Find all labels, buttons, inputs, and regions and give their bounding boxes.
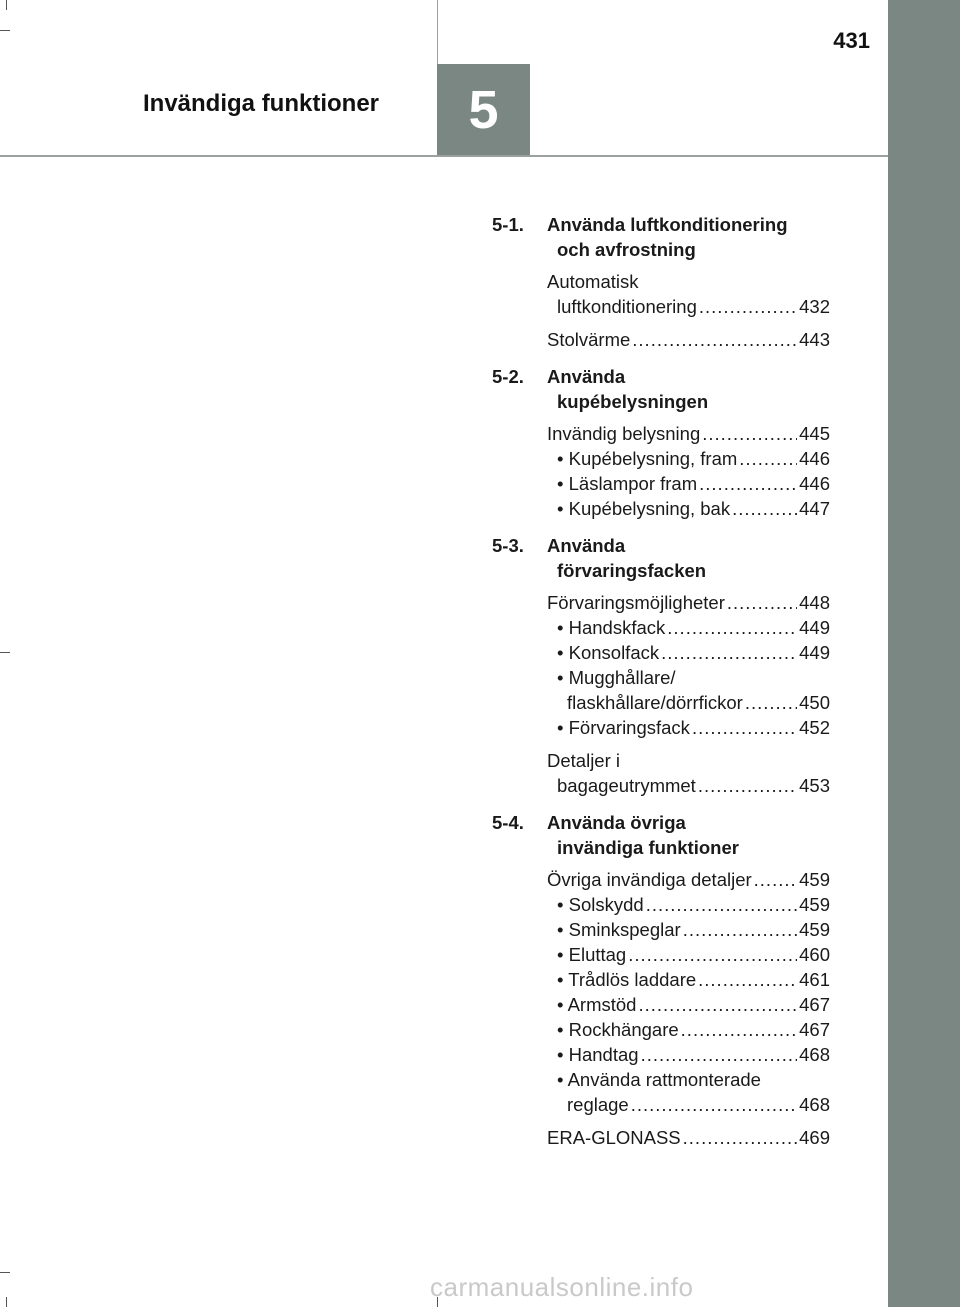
toc-entry[interactable] — [557, 471, 830, 496]
toc-page-number: 449 — [799, 642, 830, 663]
toc-entry-label: flaskhållare/dörrfickor — [567, 692, 743, 713]
toc-entry[interactable] — [547, 867, 830, 892]
toc-page-number: 459 — [799, 894, 830, 915]
section-heading — [492, 810, 830, 860]
leader-dots — [699, 471, 797, 496]
spacer — [492, 521, 830, 533]
toc-page-number: 447 — [799, 498, 830, 519]
toc-entry-label: Stolvärme — [547, 329, 631, 350]
toc-entry[interactable] — [557, 967, 830, 992]
toc-entry[interactable] — [557, 496, 830, 521]
toc-entry[interactable] — [547, 421, 830, 446]
leader-dots — [754, 867, 797, 892]
toc-entry-label: • Kupébelysning, bak — [557, 498, 731, 519]
toc-page-number: 469 — [799, 1127, 830, 1148]
toc-entry-label: • Rockhängare — [557, 1019, 679, 1040]
toc-entry[interactable] — [547, 1125, 830, 1150]
toc-entry-label: bagageutrymmet — [557, 775, 696, 796]
leader-dots — [698, 967, 797, 992]
chapter-number: 5 — [468, 80, 499, 140]
chapter-number-box — [437, 64, 530, 156]
spacer — [492, 1150, 830, 1162]
toc-entry[interactable] — [557, 942, 830, 967]
section-title — [547, 212, 830, 262]
section-title — [547, 810, 830, 860]
spacer — [492, 798, 830, 810]
header-divider — [437, 0, 438, 64]
toc-entry-label: Förvaringsmöjligheter — [547, 592, 725, 613]
toc-page-number: 445 — [799, 423, 830, 444]
toc-entry-line1[interactable]: Detaljer i — [547, 750, 620, 771]
toc-entry[interactable] — [557, 992, 830, 1017]
toc-entry-label: Invändig belysning — [547, 423, 701, 444]
toc-page-number: 460 — [799, 944, 830, 965]
section-title-line2: och avfrostning — [557, 239, 696, 260]
chapter-title: Invändiga funktioner — [143, 90, 380, 117]
leader-dots — [631, 1092, 797, 1117]
toc-page-number: 432 — [799, 296, 830, 317]
toc-page-number: 468 — [799, 1094, 830, 1115]
leader-dots — [638, 992, 797, 1017]
toc-page-number: 453 — [799, 775, 830, 796]
toc-entry[interactable] — [557, 892, 830, 917]
table-of-contents — [492, 212, 830, 1162]
spacer — [492, 740, 830, 748]
toc-page-number: 449 — [799, 617, 830, 638]
crop-mark — [6, 0, 7, 10]
toc-entry[interactable] — [547, 773, 830, 798]
leader-dots — [698, 773, 797, 798]
toc-entry[interactable] — [557, 615, 830, 640]
toc-entry-line1[interactable]: • Mugghållare/ — [557, 667, 676, 688]
toc-entry[interactable] — [557, 917, 830, 942]
section-title-line1: Använda — [547, 366, 626, 387]
toc-page-number: 461 — [799, 969, 830, 990]
chapter-side-tab — [888, 0, 960, 1307]
spacer — [492, 352, 830, 364]
leader-dots — [732, 496, 797, 521]
toc-page-number: 459 — [799, 919, 830, 940]
leader-dots — [661, 640, 797, 665]
toc-entry-label: • Solskydd — [557, 894, 644, 915]
toc-page-number: 459 — [799, 869, 830, 890]
toc-entry-label: • Eluttag — [557, 944, 627, 965]
toc-entry-label: • Handtag — [557, 1044, 639, 1065]
leader-dots — [646, 892, 797, 917]
section-title-line2: invändiga funktioner — [557, 837, 739, 858]
section-number: 5-2. — [492, 366, 524, 387]
toc-entry[interactable] — [557, 690, 830, 715]
toc-entry[interactable] — [557, 1042, 830, 1067]
leader-dots — [699, 294, 797, 319]
leader-dots — [727, 590, 797, 615]
leader-dots — [681, 1017, 797, 1042]
toc-entry[interactable] — [547, 327, 830, 352]
toc-entry[interactable] — [557, 1017, 830, 1042]
toc-page-number: 452 — [799, 717, 830, 738]
toc-entry-line1[interactable]: • Använda rattmonterade — [557, 1069, 761, 1090]
toc-entry[interactable] — [557, 715, 830, 740]
section-title-line2: förvaringsfacken — [557, 560, 707, 581]
section-title-line1: Använda — [547, 535, 626, 556]
section-heading — [492, 212, 830, 262]
section-heading — [492, 364, 830, 414]
toc-entry-label: • Armstöd — [557, 994, 637, 1015]
toc-entry[interactable] — [557, 1092, 830, 1117]
toc-entry[interactable] — [557, 640, 830, 665]
toc-entry-label: Övriga invändiga detaljer — [547, 869, 752, 890]
leader-dots — [745, 690, 797, 715]
header-rule — [0, 155, 888, 157]
toc-entry-label: ERA-GLONASS — [547, 1127, 681, 1148]
toc-page-number: 443 — [799, 329, 830, 350]
toc-page-number: 448 — [799, 592, 830, 613]
spacer — [492, 319, 830, 327]
toc-entry[interactable] — [547, 294, 830, 319]
section-number: 5-4. — [492, 812, 524, 833]
leader-dots — [641, 1042, 798, 1067]
leader-dots — [683, 917, 797, 942]
section-heading — [492, 533, 830, 583]
toc-entry-label: • Läslampor fram — [557, 473, 698, 494]
toc-page-number: 468 — [799, 1044, 830, 1065]
leader-dots — [667, 615, 797, 640]
leader-dots — [628, 942, 797, 967]
watermark: carmanualsonline.info — [430, 1272, 694, 1302]
leader-dots — [632, 327, 797, 352]
section-title — [547, 364, 830, 414]
toc-page-number: 446 — [799, 473, 830, 494]
toc-entry-label: reglage — [567, 1094, 629, 1115]
crop-mark — [0, 652, 10, 653]
toc-entry-line1[interactable]: Automatisk — [547, 271, 639, 292]
toc-page-number: 467 — [799, 994, 830, 1015]
toc-entry[interactable] — [557, 446, 830, 471]
page-number: 431 — [833, 28, 870, 53]
leader-dots — [702, 421, 797, 446]
toc-page-number: 450 — [799, 692, 830, 713]
toc-page-number: 446 — [799, 448, 830, 469]
leader-dots — [683, 1125, 797, 1150]
toc-entry-label: • Konsolfack — [557, 642, 660, 663]
toc-entry-label: • Sminkspeglar — [557, 919, 681, 940]
leader-dots — [739, 446, 797, 471]
leader-dots — [692, 715, 797, 740]
toc-entry-label: • Förvaringsfack — [557, 717, 690, 738]
crop-mark — [0, 30, 10, 31]
spacer — [492, 1117, 830, 1125]
toc-entry[interactable] — [547, 590, 830, 615]
toc-entry-label: • Handskfack — [557, 617, 666, 638]
toc-entry-label: • Kupébelysning, fram — [557, 448, 738, 469]
toc-page-number: 467 — [799, 1019, 830, 1040]
crop-mark — [6, 1297, 7, 1307]
section-number: 5-1. — [492, 214, 524, 235]
section-title — [547, 533, 830, 583]
section-title-line1: Använda luftkonditionering — [547, 214, 788, 235]
toc-entry-label: luftkonditionering — [557, 296, 697, 317]
section-title-line1: Använda övriga — [547, 812, 686, 833]
section-title-line2: kupébelysningen — [557, 391, 709, 412]
section-number: 5-3. — [492, 535, 524, 556]
toc-entry-label: • Trådlös laddare — [557, 969, 697, 990]
crop-mark — [0, 1272, 10, 1273]
